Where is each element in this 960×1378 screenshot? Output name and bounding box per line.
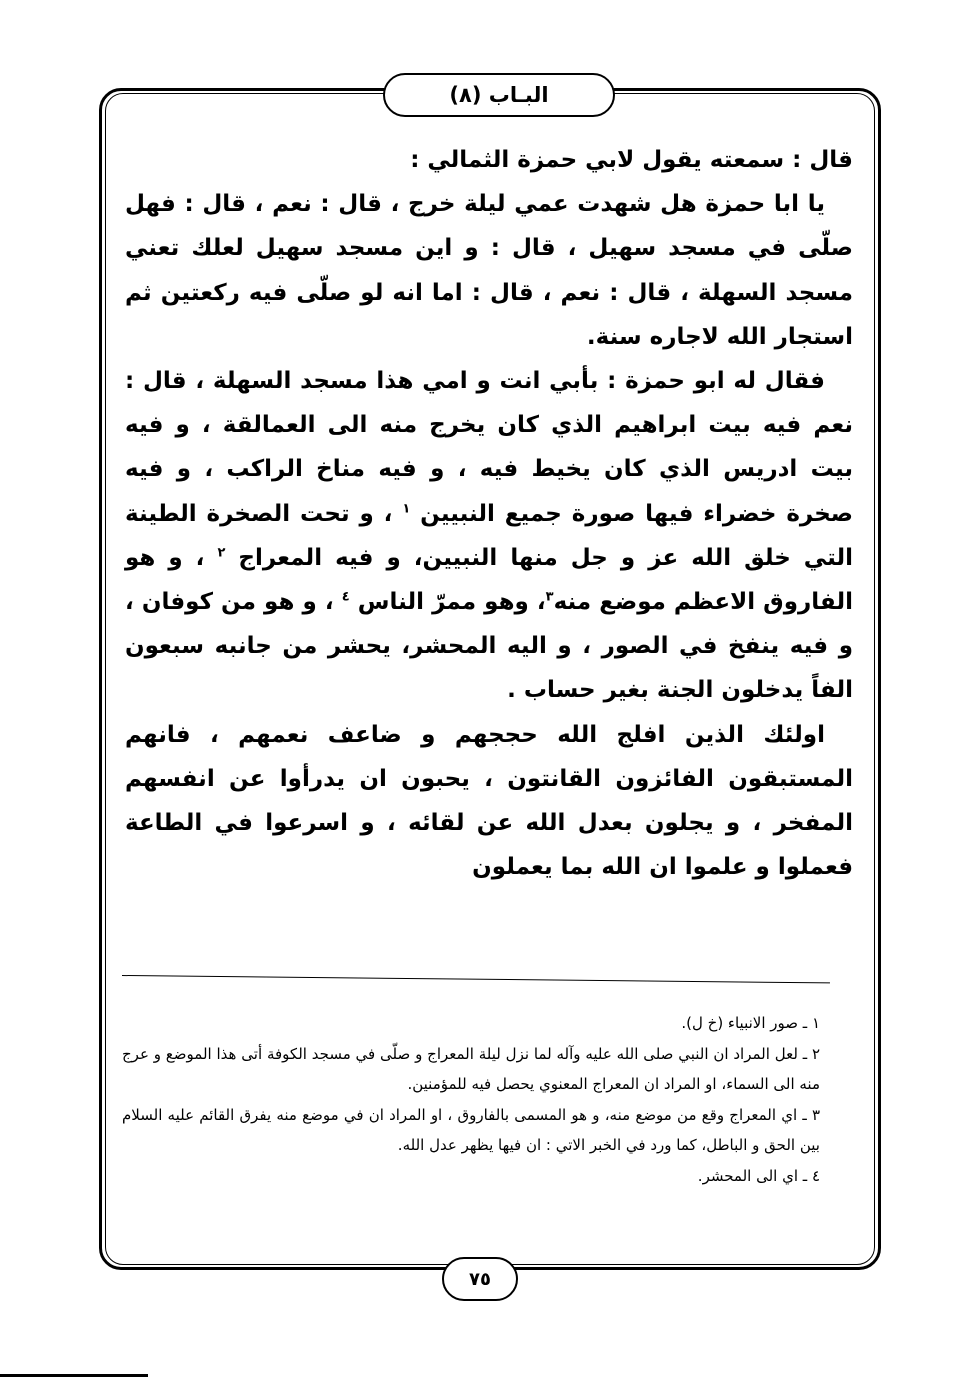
- paragraph-dialogue: يا ابا حمزة هل شهدت عمي ليلة خرج ، قال : نعم ، قال : فهل صلّى في مسجد سهيل ، قال : و اين مسجد سهيل لعلك تعني مسجد السهلة ، قال : نعم ، قال : اما انه لو صلّى فيه ركعتين ثم استجار الله لاجاره سنة.: [125, 191, 853, 350]
- paragraph-those-who: اولئك الذين افلج الله حججهم و ضاعف نعمهم ، فانهم المستبقون الفائزون القانتون ، يحبون ان يدرأوا عن انفسهم المفخر ، و يجلون بعدل الله عن لقائه ، و اسرعوا في الطاعة فعملوا و علموا ان الله بما يعملون: [125, 721, 853, 881]
- text-segment: ، و هو من كوفان ، و فيه ينفخ في الصور ، و اليه المحشر، يحشر من جانبه سبعون الفاً يدخلون الجنة بغير حساب .: [125, 589, 853, 704]
- footnote-2: ٢ ـ لعل المراد ان النبي صلى الله عليه وآله لما نزل ليلة المعراج و صلّى في مسجد الكوفة أتى هذا الموضع و عرج منه الى السماء، او المراد ان المعراج المعنوي يحصل فيه للمؤمنين.: [122, 1044, 820, 1093]
- footnote-marker-2[interactable]: ٢: [217, 545, 226, 561]
- footnote-marker-4[interactable]: ٤: [341, 589, 350, 605]
- page-number-badge: [442, 1257, 518, 1301]
- page-number: ٧٥: [469, 1268, 491, 1290]
- text-segment: فقال له ابو حمزة : بأبي انت و امي هذا مسجد السهلة ، قال : نعم فيه بيت ابراهيم الذي كان يخرج منه الى العمالقة ، و فيه بيت ادريس الذي كان يخيط فيه ، و فيه مناخ الراكب ، و فيه صخرة خضراء فيها صورة جميع النبيين: [125, 368, 854, 527]
- paragraph-intro: قال : سمعته يقول لابي حمزة الثمالي :: [410, 147, 853, 173]
- footnote-4: ٤ ـ اي الى المحشر.: [697, 1166, 820, 1185]
- text-segment: ، وهو ممرّ الناس: [357, 589, 546, 616]
- chapter-heading: البـاب (٨): [449, 83, 549, 107]
- footnote-1: ١ ـ صور الانبياء (خ ل).: [681, 1014, 820, 1032]
- footnote-marker-1[interactable]: ١: [402, 500, 411, 516]
- scan-edge-line: [0, 1374, 148, 1377]
- text-segment: ، و تحت الصخرة الطينة التي خلق الله عز و جل منها النبيين، و فيه المعراج: [125, 500, 853, 571]
- footnotes-section: [122, 1008, 842, 1191]
- chapter-heading-badge: [383, 73, 615, 117]
- main-text-body: [125, 138, 853, 889]
- text-segment: ، و هو الفاروق الاعظم موضع منه: [125, 544, 853, 616]
- paragraph-mosque-description: [125, 359, 853, 713]
- footnote-marker-3[interactable]: ٣: [545, 589, 554, 605]
- footnote-3: ٣ ـ اي المعراج وقع من موضع منه، و هو المسمى بالفاروق ، او المراد ان في موضع منه يفرق القائم عليه السلام بين الحق و الباطل، كما ورد في الخبر الاتي : ان فيها يظهر عدل الله.: [122, 1105, 820, 1154]
